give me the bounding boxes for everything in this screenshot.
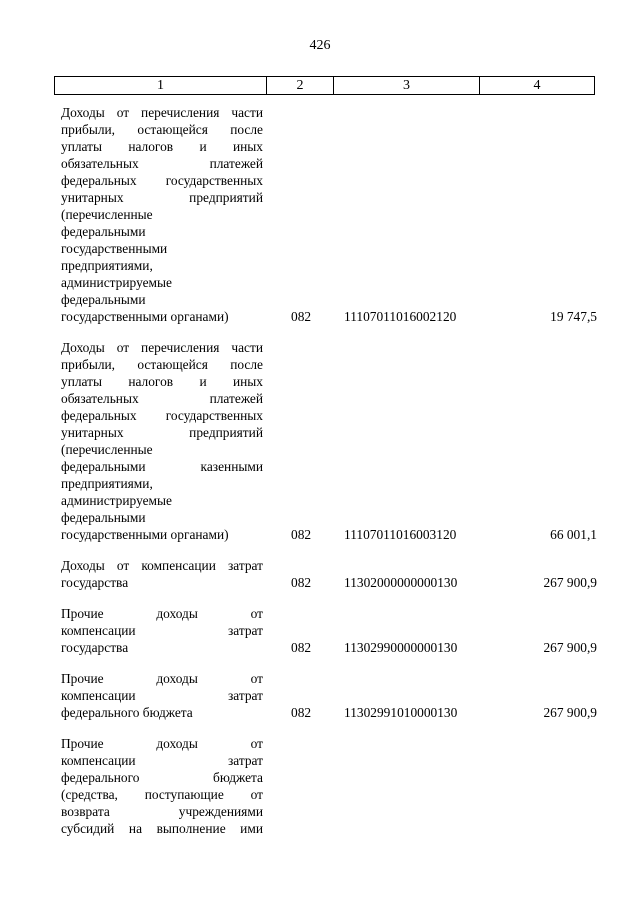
description-line: унитарных предприятий bbox=[61, 425, 263, 440]
budget-class-code: 11107011016003120 bbox=[344, 527, 457, 542]
table-row bbox=[0, 339, 640, 543]
description-line: обязательных платежей bbox=[61, 391, 263, 406]
admin-code: 082 bbox=[291, 527, 312, 542]
description-line: Прочие доходы от bbox=[61, 606, 263, 621]
description-line: (перечисленные bbox=[61, 207, 153, 222]
page-number: 426 bbox=[309, 38, 331, 53]
budget-class-code: 11302000000000130 bbox=[344, 575, 458, 590]
description-line: Доходы от перечисления части bbox=[61, 340, 263, 355]
row-description bbox=[61, 605, 263, 656]
description-line: компенсации затрат bbox=[61, 753, 263, 768]
description-line: федеральными bbox=[61, 292, 146, 307]
row-description bbox=[61, 104, 263, 325]
table-row bbox=[0, 735, 640, 837]
column-header-4: 4 bbox=[480, 77, 595, 95]
description-line: Доходы от перечисления части bbox=[61, 105, 263, 120]
admin-code: 082 bbox=[291, 575, 312, 590]
description-line: предприятиями, bbox=[61, 258, 153, 273]
description-line: государственными органами) bbox=[61, 309, 229, 324]
description-line: государственными bbox=[61, 241, 168, 256]
description-line: компенсации затрат bbox=[61, 623, 263, 638]
description-line: (перечисленные bbox=[61, 442, 153, 457]
description-line: прибыли, остающейся после bbox=[61, 122, 263, 137]
description-line: федерального бюджета bbox=[61, 770, 263, 785]
amount: 267 900,9 bbox=[543, 575, 597, 590]
description-line: государства bbox=[61, 640, 129, 655]
description-line: Прочие доходы от bbox=[61, 736, 263, 751]
description-line: федеральных государственных bbox=[61, 173, 263, 188]
table-body bbox=[0, 104, 640, 851]
table-row bbox=[0, 104, 640, 325]
description-line: субсидий на выполнение ими bbox=[61, 821, 263, 836]
description-line: федерального бюджета bbox=[61, 705, 193, 720]
description-line: возврата учреждениями bbox=[61, 804, 263, 819]
admin-code: 082 bbox=[291, 705, 312, 720]
description-line: обязательных платежей bbox=[61, 156, 263, 171]
table-row bbox=[0, 557, 640, 591]
column-header-1: 1 bbox=[55, 77, 267, 95]
description-line: Прочие доходы от bbox=[61, 671, 263, 686]
column-header-3: 3 bbox=[334, 77, 480, 95]
description-line: унитарных предприятий bbox=[61, 190, 263, 205]
row-description bbox=[61, 339, 263, 543]
budget-class-code: 11302991010000130 bbox=[344, 705, 458, 720]
description-line: (средства, поступающие от bbox=[61, 787, 263, 802]
amount: 66 001,1 bbox=[550, 527, 597, 542]
admin-code: 082 bbox=[291, 309, 312, 324]
description-line: компенсации затрат bbox=[61, 688, 263, 703]
table-row bbox=[0, 670, 640, 721]
column-header-table bbox=[54, 76, 595, 95]
row-description bbox=[61, 557, 263, 591]
amount: 19 747,5 bbox=[550, 309, 597, 324]
admin-code: 082 bbox=[291, 640, 312, 655]
description-line: прибыли, остающейся после bbox=[61, 357, 263, 372]
description-line: уплаты налогов и иных bbox=[61, 139, 263, 154]
description-line: государственными органами) bbox=[61, 527, 229, 542]
description-line: федеральными казенными bbox=[61, 459, 263, 474]
table-row bbox=[0, 605, 640, 656]
description-line: федеральными bbox=[61, 224, 146, 239]
description-line: федеральных государственных bbox=[61, 408, 263, 423]
description-line: предприятиями, bbox=[61, 476, 153, 491]
description-line: государства bbox=[61, 575, 129, 590]
column-header-2: 2 bbox=[267, 77, 334, 95]
amount: 267 900,9 bbox=[543, 640, 597, 655]
budget-class-code: 11107011016002120 bbox=[344, 309, 457, 324]
description-line: Доходы от компенсации затрат bbox=[61, 558, 263, 573]
description-line: уплаты налогов и иных bbox=[61, 374, 263, 389]
row-description bbox=[61, 735, 263, 837]
row-description bbox=[61, 670, 263, 721]
description-line: федеральными bbox=[61, 510, 146, 525]
description-line: администрируемые bbox=[61, 275, 172, 290]
budget-class-code: 11302990000000130 bbox=[344, 640, 458, 655]
amount: 267 900,9 bbox=[543, 705, 597, 720]
description-line: администрируемые bbox=[61, 493, 172, 508]
